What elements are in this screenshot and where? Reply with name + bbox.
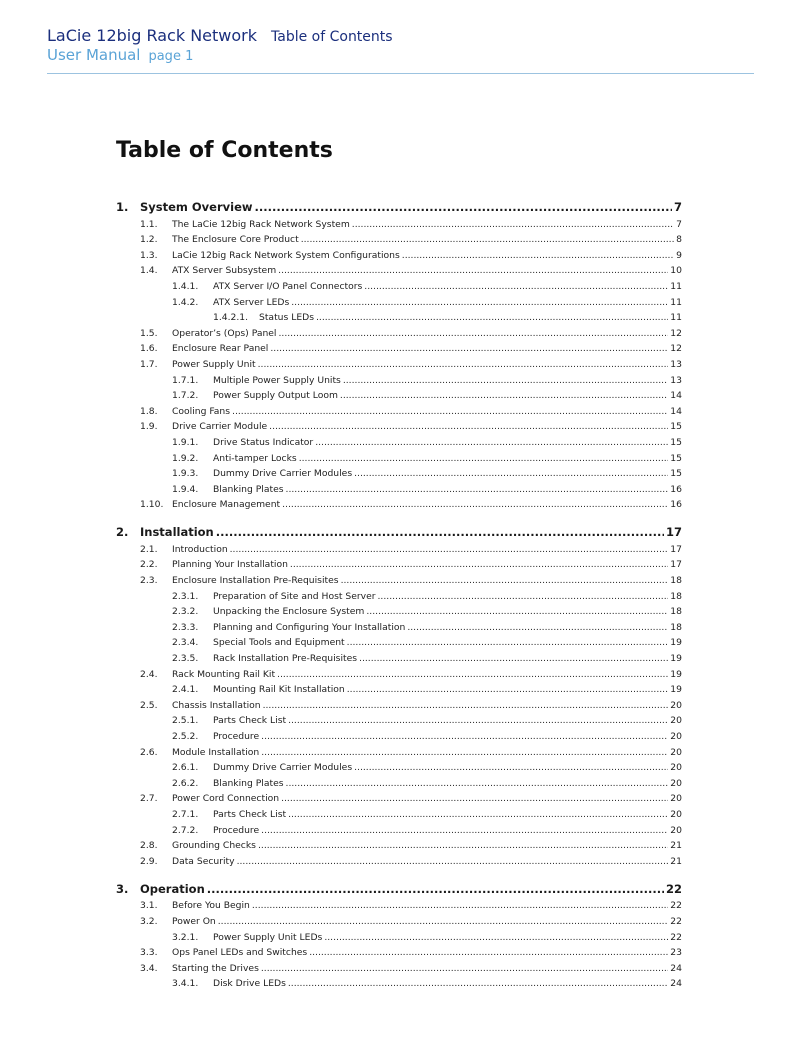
toc-number: 2.6. (140, 746, 158, 758)
toc-page-number: 15 (670, 452, 682, 464)
toc-leader-dots (207, 882, 664, 896)
toc-label: Drive Carrier Module (172, 421, 268, 433)
header-divider (47, 73, 754, 74)
toc-label: Blanking Plates (213, 483, 284, 495)
toc-leader-dots (282, 499, 668, 510)
toc-entry[interactable] (116, 448, 682, 464)
manual-name: User Manual (47, 46, 141, 64)
toc-page-number: 18 (670, 590, 682, 602)
toc-page-number: 13 (670, 374, 682, 386)
toc-label: Anti-tamper Locks (213, 452, 297, 464)
toc-number: 2.3.2. (172, 606, 199, 618)
toc-number: 1.7. (140, 358, 158, 370)
toc-page-number: 20 (670, 808, 682, 820)
toc-label: Drive Status Indicator (213, 436, 314, 448)
toc-leader-dots (316, 312, 668, 323)
toc-label: Starting the Drives (172, 962, 259, 974)
toc-number: 3. (116, 881, 129, 896)
toc-entry[interactable] (116, 711, 682, 727)
toc-entry[interactable] (116, 323, 682, 339)
toc-chapter[interactable] (116, 880, 682, 896)
toc-entry[interactable] (116, 804, 682, 820)
toc-leader-dots (230, 544, 669, 555)
toc-number: 3.2. (140, 915, 158, 927)
toc-entry[interactable] (116, 742, 682, 758)
toc-number: 2.3.4. (172, 637, 199, 649)
toc-page-number: 20 (670, 715, 682, 727)
toc-leader-dots (278, 328, 668, 339)
toc-number: 2.7. (140, 793, 158, 805)
toc-leader-dots (263, 700, 669, 711)
toc-number: 1.4.2. (172, 296, 199, 308)
toc-label: Power Cord Connection (172, 793, 280, 805)
toc-number: 3.4.1. (172, 978, 199, 990)
toc-page-number: 20 (670, 731, 682, 742)
toc-number: 1.7.2. (172, 390, 199, 402)
toc-number: 2.8. (140, 840, 158, 852)
toc-label: Power On (172, 915, 216, 927)
toc-page-number: 19 (670, 637, 682, 649)
toc-number: 2.1. (140, 543, 158, 555)
toc-number: 1.4. (140, 265, 158, 277)
toc-page-number: 22 (670, 931, 682, 943)
toc-entry[interactable] (116, 555, 682, 571)
toc-label: Enclosure Management (172, 499, 281, 511)
toc-page-number: 17 (670, 543, 682, 555)
toc-number: 1.4.2.1. (213, 312, 249, 324)
toc-label: Special Tools and Equipment (213, 637, 345, 649)
toc-entry[interactable] (116, 820, 682, 836)
header-line-1 (47, 26, 393, 45)
toc-entry[interactable] (116, 386, 682, 402)
toc-entry[interactable] (116, 401, 682, 417)
toc-leader-dots (324, 932, 668, 943)
toc-leader-dots (343, 375, 668, 386)
toc-entry[interactable] (116, 245, 682, 261)
toc-label: System Overview (140, 200, 253, 214)
toc-page-number: 10 (670, 265, 682, 277)
toc-label: Enclosure Installation Pre-Requisites (172, 575, 339, 587)
toc-label: ATX Server LEDs (213, 296, 290, 308)
toc-leader-dots (366, 606, 668, 617)
toc-leader-dots (278, 265, 668, 276)
toc-label: Chassis Installation (172, 699, 261, 711)
toc-label: Planning Your Installation (172, 559, 288, 571)
toc-leader-dots (354, 468, 668, 479)
toc-label: Cooling Fans (172, 405, 231, 417)
toc-page-number: 13 (670, 358, 682, 370)
toc-entry[interactable] (116, 680, 682, 696)
toc-label: ATX Server Subsystem (172, 265, 277, 277)
toc-entry[interactable] (116, 617, 682, 633)
toc-entry[interactable] (116, 773, 682, 789)
toc-label: Power Supply Unit (172, 358, 256, 370)
toc-number: 1. (116, 200, 129, 214)
toc-leader-dots (258, 840, 668, 851)
toc-leader-dots (378, 591, 669, 602)
toc-number: 3.2.1. (172, 931, 199, 943)
toc-entry[interactable] (116, 602, 682, 618)
toc-number: 1.9. (140, 421, 158, 433)
toc-entry[interactable] (116, 479, 682, 495)
toc-label: Disk Drive LEDs (213, 978, 286, 990)
toc-page-number: 11 (670, 312, 682, 324)
toc-page-number: 22 (670, 900, 682, 912)
toc-number: 1.9.2. (172, 452, 199, 464)
toc-number: 1.6. (140, 343, 158, 355)
toc-entry[interactable] (116, 432, 682, 448)
toc-label: Procedure (213, 824, 260, 836)
toc-leader-dots (364, 281, 668, 292)
page-header (47, 26, 393, 64)
toc-number: 2.4.1. (172, 684, 199, 696)
toc-label: Planning and Configuring Your Installation (213, 621, 406, 633)
toc-page-number: 20 (670, 824, 682, 836)
toc-page-number: 8 (676, 234, 682, 246)
toc-entry[interactable] (116, 664, 682, 680)
toc-leader-dots (269, 421, 668, 432)
toc-page-number: 20 (670, 699, 682, 711)
toc-label: The Enclosure Core Product (172, 234, 299, 246)
toc-entry[interactable] (116, 927, 682, 943)
toc-page-number: 16 (670, 499, 682, 511)
toc-label: Introduction (172, 543, 228, 555)
toc-leader-dots (402, 250, 674, 261)
toc-leader-dots (359, 653, 668, 664)
toc-entry[interactable] (116, 370, 682, 386)
toc-chapter[interactable] (116, 198, 682, 214)
toc-leader-dots (281, 793, 668, 804)
toc-number: 1.9.1. (172, 436, 199, 448)
toc-leader-dots (347, 684, 669, 695)
toc-page-number: 11 (670, 280, 682, 292)
toc-number: 2.3. (140, 575, 158, 587)
toc-number: 2.3.5. (172, 653, 199, 665)
toc-number: 2.9. (140, 855, 158, 867)
toc-leader-dots (352, 219, 674, 230)
toc-number: 3.1. (140, 900, 158, 912)
product-name: LaCie 12big Rack Network (47, 26, 257, 45)
toc-page-number: 15 (670, 436, 682, 448)
toc-entry[interactable] (116, 339, 682, 355)
toc-leader-dots (299, 453, 669, 464)
toc-number: 1.5. (140, 327, 158, 339)
section-name: Table of Contents (271, 29, 393, 45)
toc-label: Power Supply Unit LEDs (213, 931, 323, 943)
toc-page-number: 19 (670, 668, 682, 680)
toc-entry[interactable] (116, 570, 682, 586)
toc-leader-dots (261, 963, 668, 974)
toc-leader-dots (232, 406, 668, 417)
toc-label: Parts Check List (213, 715, 287, 727)
toc-page-number: 22 (670, 915, 682, 927)
toc-leader-dots (340, 390, 668, 401)
toc-page-number: 18 (670, 606, 682, 618)
toc-number: 2.6.1. (172, 762, 199, 774)
toc-leader-dots (288, 809, 668, 820)
toc-entry[interactable] (116, 214, 682, 230)
toc-label: Operator’s (Ops) Panel (172, 327, 277, 339)
toc-label: Enclosure Rear Panel (172, 343, 269, 355)
toc-page-number: 15 (670, 421, 682, 433)
toc-page-number: 24 (670, 978, 682, 990)
toc-number: 2.3.3. (172, 621, 199, 633)
toc-page-number: 15 (670, 468, 682, 480)
toc-number: 1.7.1. (172, 374, 199, 386)
toc-label: Multiple Power Supply Units (213, 374, 341, 386)
toc-page-number: 17 (670, 559, 682, 571)
toc-entry[interactable] (116, 586, 682, 602)
toc-label: Power Supply Output Loom (213, 390, 338, 402)
toc-entry[interactable] (116, 695, 682, 711)
toc-leader-dots (288, 715, 668, 726)
toc-page-number: 16 (670, 483, 682, 495)
toc-entry[interactable] (116, 261, 682, 277)
toc-entry[interactable] (116, 789, 682, 805)
toc-page-number: 12 (670, 343, 682, 355)
toc-page-number: 18 (670, 575, 682, 587)
toc-page-number: 20 (670, 777, 682, 789)
header-line-2 (47, 46, 393, 64)
toc-leader-dots (218, 916, 669, 927)
toc-label: Dummy Drive Carrier Modules (213, 762, 353, 774)
toc-number: 2.2. (140, 559, 158, 571)
toc-entry[interactable] (116, 911, 682, 927)
toc-leader-dots (290, 559, 668, 570)
toc-page-number: 14 (670, 405, 682, 417)
table-of-contents (116, 198, 682, 989)
toc-page-number: 23 (670, 947, 682, 959)
toc-number: 2.5.2. (172, 731, 199, 742)
toc-number: 2.7.1. (172, 808, 199, 820)
toc-leader-dots (288, 978, 668, 989)
toc-leader-dots (286, 778, 669, 789)
toc-page-number: 24 (670, 962, 682, 974)
toc-page-number: 17 (665, 525, 682, 540)
toc-label: Operation (140, 881, 205, 896)
toc-page-number: 19 (670, 653, 682, 665)
toc-leader-dots (237, 856, 669, 867)
toc-leader-dots (286, 484, 669, 495)
toc-number: 2. (116, 525, 129, 540)
toc-entry[interactable] (116, 851, 682, 867)
toc-page-number: 11 (670, 296, 682, 308)
toc-label: The LaCie 12big Rack Network System (172, 218, 350, 230)
toc-entry[interactable] (116, 726, 682, 742)
toc-number: 2.7.2. (172, 824, 199, 836)
toc-page-number: 9 (676, 249, 682, 261)
toc-entry[interactable] (116, 495, 682, 511)
toc-label: Before You Begin (172, 900, 250, 912)
toc-number: 1.9.4. (172, 483, 199, 495)
toc-entry[interactable] (116, 464, 682, 480)
toc-label: Grounding Checks (172, 840, 256, 852)
toc-number: 1.4.1. (172, 280, 199, 292)
toc-leader-dots (309, 947, 668, 958)
toc-page-number: 14 (670, 390, 682, 402)
toc-page-number: 7 (673, 200, 682, 214)
toc-label: Data Security (172, 855, 235, 867)
toc-entry[interactable] (116, 974, 682, 990)
toc-leader-dots (252, 900, 668, 911)
toc-leader-dots (347, 637, 669, 648)
toc-leader-dots (315, 437, 668, 448)
toc-label: Preparation of Site and Host Server (213, 590, 376, 602)
toc-entry[interactable] (116, 308, 682, 324)
toc-leader-dots (270, 343, 668, 354)
toc-number: 3.4. (140, 962, 158, 974)
toc-entry[interactable] (116, 896, 682, 912)
toc-page-number: 18 (670, 621, 682, 633)
toc-leader-dots (407, 622, 668, 633)
toc-label: Installation (140, 525, 214, 540)
toc-leader-dots (277, 669, 668, 680)
toc-page-number: 22 (665, 881, 682, 896)
toc-number: 3.3. (140, 947, 158, 959)
toc-number: 2.3.1. (172, 590, 199, 602)
toc-label: Blanking Plates (213, 777, 284, 789)
toc-label: Ops Panel LEDs and Switches (172, 947, 308, 959)
toc-page-number: 20 (670, 746, 682, 758)
toc-number: 1.8. (140, 405, 158, 417)
toc-entry[interactable] (116, 836, 682, 852)
toc-label: LaCie 12big Rack Network System Configurations (172, 249, 400, 261)
toc-number: 2.4. (140, 668, 158, 680)
toc-leader-dots (261, 747, 668, 758)
toc-label: Dummy Drive Carrier Modules (213, 468, 353, 480)
toc-label: ATX Server I/O Panel Connectors (213, 280, 363, 292)
toc-leader-dots (301, 234, 674, 245)
toc-entry[interactable] (116, 943, 682, 959)
toc-page-number: 7 (676, 218, 682, 230)
toc-number: 2.5.1. (172, 715, 199, 727)
toc-entry[interactable] (116, 230, 682, 246)
toc-label: Procedure (213, 731, 260, 742)
toc-page-number: 12 (670, 327, 682, 339)
toc-label: Rack Installation Pre-Requisites (213, 653, 358, 665)
toc-leader-dots (341, 575, 669, 586)
toc-number: 2.6.2. (172, 777, 199, 789)
toc-entry[interactable] (116, 354, 682, 370)
toc-number: 1.2. (140, 234, 158, 246)
toc-entry[interactable] (116, 276, 682, 292)
toc-entry[interactable] (116, 539, 682, 555)
toc-number: 1.10. (140, 499, 164, 511)
toc-entry[interactable] (116, 648, 682, 664)
toc-entry[interactable] (116, 958, 682, 974)
toc-leader-dots (258, 359, 669, 370)
toc-leader-dots (291, 297, 668, 308)
toc-label: Unpacking the Enclosure System (213, 606, 365, 618)
toc-entry[interactable] (116, 417, 682, 433)
toc-entry[interactable] (116, 633, 682, 649)
toc-label: Mounting Rail Kit Installation (213, 684, 345, 696)
toc-number: 2.5. (140, 699, 158, 711)
toc-leader-dots (216, 525, 664, 539)
toc-chapter[interactable] (116, 523, 682, 539)
toc-number: 1.1. (140, 218, 158, 230)
page-title: Table of Contents (116, 138, 333, 163)
toc-label: Parts Check List (213, 808, 287, 820)
toc-entry[interactable] (116, 758, 682, 774)
toc-page-number: 21 (670, 855, 682, 867)
page-number: page 1 (148, 49, 194, 64)
toc-label: Rack Mounting Rail Kit (172, 668, 276, 680)
toc-page-number: 21 (670, 840, 682, 852)
toc-number: 1.3. (140, 249, 158, 261)
toc-label: Module Installation (172, 746, 260, 758)
toc-leader-dots (261, 825, 668, 836)
toc-page-number: 20 (670, 762, 682, 774)
toc-leader-dots (354, 762, 668, 773)
toc-leader-dots (261, 731, 668, 742)
toc-number: 1.9.3. (172, 468, 199, 480)
toc-label: Status LEDs (259, 312, 314, 324)
toc-entry[interactable] (116, 292, 682, 308)
toc-page-number: 19 (670, 684, 682, 696)
toc-page-number: 20 (670, 793, 682, 805)
toc-leader-dots (255, 200, 672, 214)
